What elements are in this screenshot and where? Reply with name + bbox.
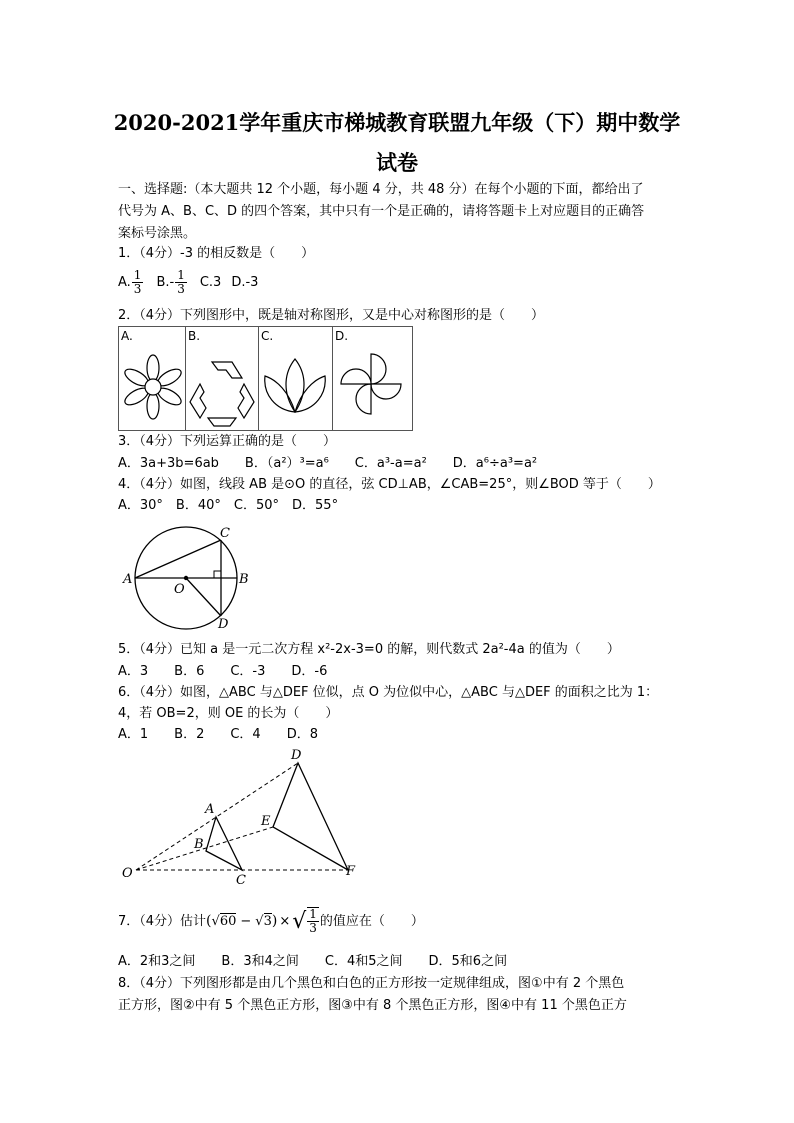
q1-d: D.-3: [231, 274, 259, 290]
label-f: F: [346, 864, 356, 879]
recycle-figure: [190, 362, 254, 426]
label-c: C: [236, 873, 246, 888]
q5-stem: 5．（4分）已知 a 是一元二次方程 x²-2x-3=0 的解，则代数式 2a²-4a 的值为（ ）: [118, 642, 620, 657]
q7-prefix: 7．（4分）估计: [118, 913, 207, 929]
label-o: O: [122, 866, 133, 881]
q1-stem: 1．（4分）-3 的相反数是（ ）: [118, 246, 315, 261]
q6-options: A．1 B．2 C．4 D．8: [118, 727, 318, 742]
q2-label-c: C.: [261, 329, 274, 343]
q2-label-d: D.: [335, 329, 349, 343]
q3-stem: 3．（4分）下列运算正确的是（ ）: [118, 434, 337, 449]
page-title-line2: 试卷: [376, 150, 418, 175]
section-instructions-2: 代号为 A、B、C、D 的四个答案，其中只有一个是正确的，请将答题卡上对应题目的正确答: [118, 204, 645, 219]
q6-stem-1: 6．（4分）如图，△ABC 与△DEF 位似，点 O 为位似中心，△ABC 与△DEF 的面积之比为 1：: [118, 685, 659, 700]
q2-label-b: B.: [188, 329, 201, 343]
q1-options: [118, 264, 258, 300]
q2-figure-table: [118, 326, 414, 432]
page-title: 2020-2021学年重庆市梯城教育联盟九年级（下）期中数学: [113, 110, 681, 135]
center-point: [184, 576, 188, 580]
segment-ac: [135, 540, 221, 578]
q7-stem: 7．（4分）估计 ( √60 − √3 ) × √ $\frac{1}{3}$ 的值应在（ ）: [118, 907, 424, 935]
q3-options: A．3a+3b=6ab B．（a²）³=a⁶ C．a³-a=a² D．a⁶÷a³=a²: [118, 456, 538, 471]
q8-stem-2: 正方形，图②中有 5 个黑色正方形，图③中有 8 个黑色正方形，图④中有 11 个黑色正方: [118, 998, 627, 1013]
q4-options: A．30° B．40° C．50° D．55°: [118, 498, 339, 513]
label-e: E: [261, 814, 271, 829]
q6-stem-2: 4，若 OB=2，则 OE 的长为（ ）: [118, 706, 339, 721]
q5-options: A．3 B．6 C．-3 D．-6: [118, 664, 328, 679]
label-b: B: [239, 572, 249, 587]
label-c: C: [220, 526, 230, 541]
label-a: A: [205, 802, 215, 817]
q4-circle-figure: [118, 522, 258, 632]
q7-suffix: 的值应在（ ）: [319, 913, 424, 929]
q7-fraction: $\frac{1}{3}$: [309, 907, 317, 935]
flower-figure: [122, 355, 183, 419]
q1-b-fraction: $\frac{1}{3}$: [177, 267, 185, 296]
q2-label-a: A.: [121, 329, 133, 343]
q8-stem-1: 8．（4分）下列图形都是由几个黑色和白色的正方形按一定规律组成，图①中有 2 个黑色: [118, 976, 625, 991]
lotus-figure: [265, 359, 325, 412]
q7-sqrt60: √60: [211, 913, 237, 929]
section-instructions-3: 案标号涂黑。: [118, 226, 197, 241]
segment-od: [186, 578, 221, 616]
q7-sqrt3: √3: [255, 913, 272, 929]
label-a: A: [123, 572, 133, 587]
q1-a-fraction: $\frac{1}{3}$: [133, 267, 142, 296]
label-d: D: [291, 748, 302, 763]
q2-stem: 2．（4分）下列图形中，既是轴对称图形，又是中心对称图形的是（ ）: [118, 308, 545, 323]
pinwheel-figure: [341, 354, 401, 414]
q1-c: C.3: [199, 274, 222, 290]
label-o: O: [174, 582, 185, 597]
section-instructions-1: 一、选择题:（本大题共 12 个小题，每小题 4 分，共 48 分）在每个小题的下面，都给出了: [118, 182, 644, 197]
q7-options: A．2和3之间 B．3和4之间 C．4和5之间 D．5和6之间: [118, 954, 508, 969]
label-d: D: [218, 617, 229, 632]
q1-a-prefix: A.: [118, 274, 131, 290]
q4-stem: 4．（4分）如图，线段 AB 是⊙O 的直径，弦 CD⊥AB，∠CAB=25°，则∠BOD 等于（ ）: [118, 477, 661, 492]
label-b: B: [194, 837, 204, 852]
right-angle-mark: [214, 571, 221, 578]
q6-homothety-figure: [118, 745, 368, 890]
q1-b-prefix: B.-: [156, 274, 175, 290]
